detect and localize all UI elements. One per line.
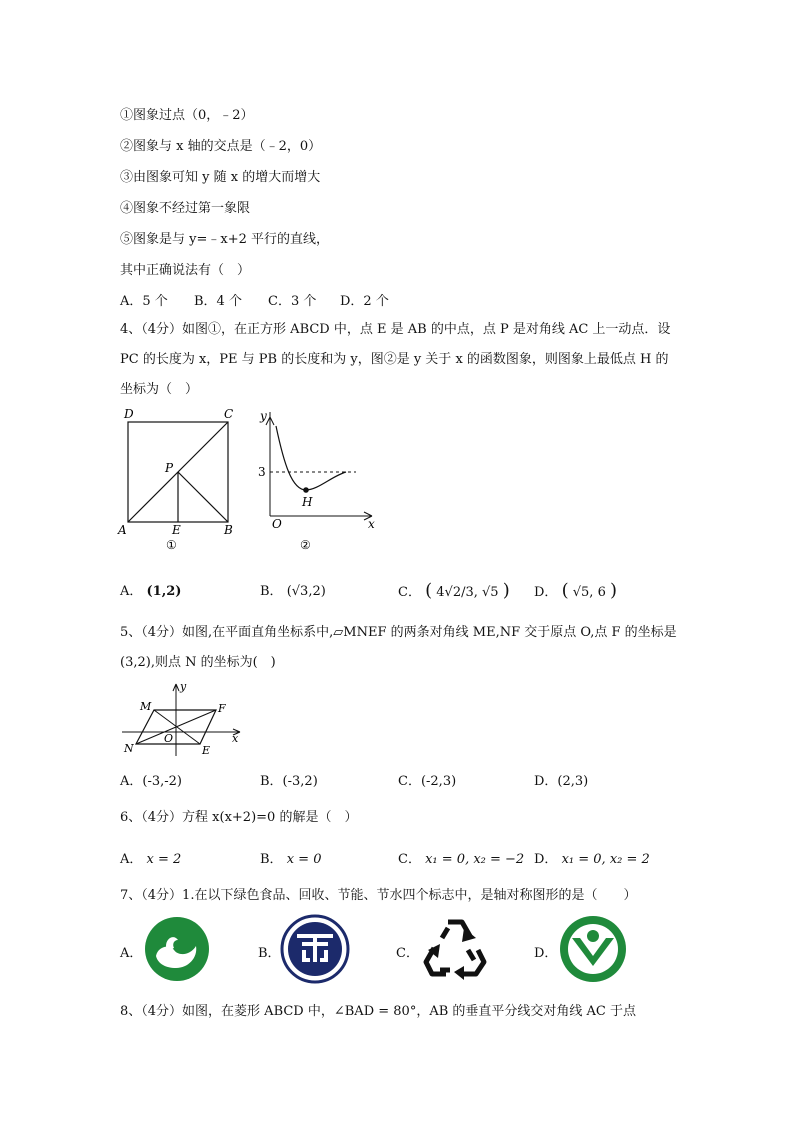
q6-option-b-value: x = 0: [286, 852, 322, 867]
q3-statement-4: ④图象不经过第一象限: [120, 201, 251, 216]
q5-option-b: B．(-3,2): [260, 774, 318, 789]
q4-option-c-paren-open: (: [425, 580, 433, 601]
label-d: D: [124, 407, 134, 421]
q4-figure-square: [114, 404, 244, 552]
caption-2: ②: [300, 538, 311, 552]
label-b: B: [224, 523, 233, 537]
q3-option-d: D．2 个: [340, 294, 389, 309]
q6-option-c-value: x₁ = 0, x₂ = −2: [425, 852, 525, 867]
label-n: N: [124, 742, 134, 755]
q7-option-b: B．: [258, 946, 281, 961]
q4-options: [120, 576, 680, 612]
water-saving-logo-icon: [558, 914, 628, 984]
label-p: P: [165, 461, 174, 475]
q3-question: 其中正确说法有（ ）: [120, 263, 251, 278]
label-e: E: [202, 744, 211, 757]
q7-option-c: C．: [396, 946, 419, 961]
energy-saving-logo-icon: [280, 914, 350, 984]
label-y: y: [180, 680, 187, 693]
q3-option-a: A．5 个: [120, 294, 168, 309]
label-m: M: [140, 700, 152, 713]
label-a: A: [118, 523, 127, 537]
q6-option-c: [398, 848, 524, 867]
label-h: H: [302, 495, 313, 509]
q4-option-d-paren-close: ): [609, 580, 618, 601]
q7-text: 7、（4分）1.在以下绿色食品、回收、节能、节水四个标志中，是轴对称图形的是（ ）: [120, 888, 637, 903]
q4-option-d-value: √5, 6: [572, 585, 606, 600]
label-c: C: [224, 407, 234, 421]
q3-statement-1: ①图象过点（0，﹣2）: [120, 108, 254, 123]
label-e: E: [172, 523, 181, 537]
q5-option-d: D．(2,3): [534, 774, 589, 789]
q6-option-d-letter: D．: [534, 852, 558, 867]
q5-option-a: A．(-3,-2): [120, 774, 182, 789]
label-o: O: [272, 517, 282, 531]
q4-figure-graph: [254, 404, 384, 552]
q4-text: 4、（4分）如图①，在正方形 ABCD 中，点 E 是 AB 的中点，点 P 是对角线 AC 上一动点．设 PC 的长度为 x，PE 与 PB 的长度和为 y，图②是 y 关于 x 的函数图象，则图象上最低点 H 的坐标为（ ）: [120, 322, 671, 397]
q3-option-b: B．4 个: [194, 294, 242, 309]
q6-option-a-letter: A．: [120, 852, 143, 867]
q4-option-c-value: 4√2/3, √5: [436, 585, 499, 600]
label-3: 3: [258, 465, 266, 479]
q3-option-c: C．3 个: [268, 294, 317, 309]
q4-option-a-value: (1,2): [146, 584, 182, 599]
q6-option-d: [534, 848, 650, 867]
q4-option-d-paren-open: (: [561, 580, 569, 601]
q4-option-b-letter: B．: [260, 584, 283, 599]
q4-option-d: [534, 580, 617, 601]
q7-option-a: A．: [120, 946, 143, 961]
q6-option-c-letter: C．: [398, 852, 421, 867]
q4-option-c-paren-close: ): [502, 580, 510, 601]
label-x: x: [368, 517, 375, 531]
q6-option-b-letter: B．: [260, 852, 283, 867]
q3-statement-3: ③由图象可知 y 随 x 的增大而增大: [120, 170, 321, 185]
function-curve: [276, 426, 346, 490]
q8-text: 8、（4分）如图，在菱形 ABCD 中，∠BAD = 80°，AB 的垂直平分线交对角线 AC 于点: [120, 1004, 636, 1019]
q4-option-a: [120, 580, 181, 599]
label-o: O: [164, 732, 174, 745]
q4-option-c: [398, 580, 510, 601]
q4-option-b-value: (√3,2): [286, 584, 326, 599]
q5-option-c: C．(-2,3): [398, 774, 457, 789]
q4-option-c-letter: C．: [398, 585, 421, 600]
q6-text: 6、（4分）方程 x(x+2)=0 的解是（ ）: [120, 810, 358, 825]
label-f: F: [218, 702, 226, 715]
green-food-logo-icon: [144, 916, 210, 982]
q6-option-a: [120, 848, 181, 867]
label-x: x: [232, 732, 239, 745]
point-h: [303, 487, 309, 493]
caption-1: ①: [166, 538, 177, 552]
q6-option-a-value: x = 2: [146, 852, 182, 867]
recycle-logo-icon: [420, 914, 490, 984]
q4-option-a-letter: A．: [120, 584, 143, 599]
q5-figure-parallelogram: [114, 680, 244, 760]
q6-option-d-value: x₁ = 0, x₂ = 2: [561, 852, 650, 867]
label-y: y: [260, 409, 267, 423]
q3-statement-2: ②图象与 x 轴的交点是（﹣2，0）: [120, 139, 322, 154]
q7-option-d: D．: [534, 946, 558, 961]
segment-pb: [178, 472, 228, 522]
q3-statement-5: ⑤图象是与 y=﹣x+2 平行的直线，: [120, 232, 329, 247]
q4-option-b: [260, 580, 326, 599]
q4-option-d-letter: D．: [534, 585, 558, 600]
q6-option-b: [260, 848, 321, 867]
q5-text: 5、（4分）如图,在平面直角坐标系中,▱MNEF 的两条对角线 ME,NF 交于原点 O,点 F 的坐标是(3,2),则点 N 的坐标为( ): [120, 625, 677, 670]
